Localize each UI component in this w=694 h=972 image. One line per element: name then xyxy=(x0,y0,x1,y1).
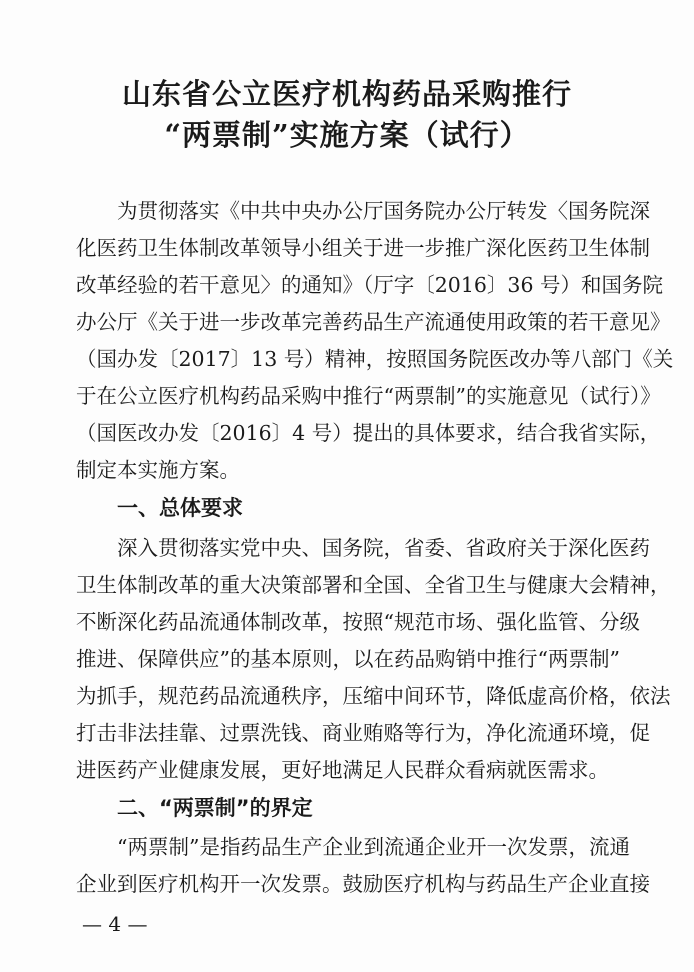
intro-line: （国办发〔2017〕13 号）精神，按照国务院医改办等八部门《关 xyxy=(76,347,674,371)
intro-line: 办公厅《关于进一步改革完善药品生产流通使用政策的若干意见》 xyxy=(76,310,671,334)
intro-line: 化医药卫生体制改革领导小组关于进一步推广深化医药卫生体制 xyxy=(76,236,650,260)
intro-line: （国医改办发〔2016〕4 号）提出的具体要求，结合我省实际， xyxy=(76,421,661,445)
page-number: — 4 — xyxy=(82,912,148,936)
section1-line: 卫生体制改革的重大决策部署和全国、全省卫生与健康大会精神， xyxy=(76,573,671,597)
intro-line: 为贯彻落实《中共中央办公厅国务院办公厅转发〈国务院深 xyxy=(117,199,650,223)
section1-line: 深入贯彻落实党中央、国务院，省委、省政府关于深化医药 xyxy=(117,536,650,560)
intro-line: 于在公立医疗机构药品采购中推行“两票制”的实施意见（试行）》 xyxy=(76,384,661,408)
section2-line: 企业到医疗机构开一次发票。鼓励医疗机构与药品生产企业直接 xyxy=(76,872,650,896)
section1-line: 不断深化药品流通体制改革，按照“规范市场、强化监管、分级 xyxy=(76,610,640,634)
intro-line: 改革经验的若干意见〉的通知》（厅字〔2016〕36 号）和国务院 xyxy=(76,273,664,297)
section-heading-general-requirements: 一、总体要求 xyxy=(117,496,243,520)
document-title-line-2: “两票制”实施方案（试行） xyxy=(164,118,530,152)
section-heading-two-invoice-definition: 二、“两票制”的界定 xyxy=(117,796,313,820)
document-title-line-1: 山东省公立医疗机构药品采购推行 xyxy=(121,77,572,111)
section1-line: 打击非法挂靠、过票洗钱、商业贿赂等行为，净化流通环境，促 xyxy=(76,721,650,745)
section1-line: 推进、保障供应”的基本原则，以在药品购销中推行“两票制” xyxy=(76,647,620,671)
section2-line: “两票制”是指药品生产企业到流通企业开一次发票，流通 xyxy=(117,835,630,859)
section1-line: 进医药产业健康发展，更好地满足人民群众看病就医需求。 xyxy=(76,758,609,782)
section1-line: 为抓手，规范药品流通秩序，压缩中间环节，降低虚高价格，依法 xyxy=(76,684,671,708)
intro-line: 制定本实施方案。 xyxy=(76,458,240,482)
